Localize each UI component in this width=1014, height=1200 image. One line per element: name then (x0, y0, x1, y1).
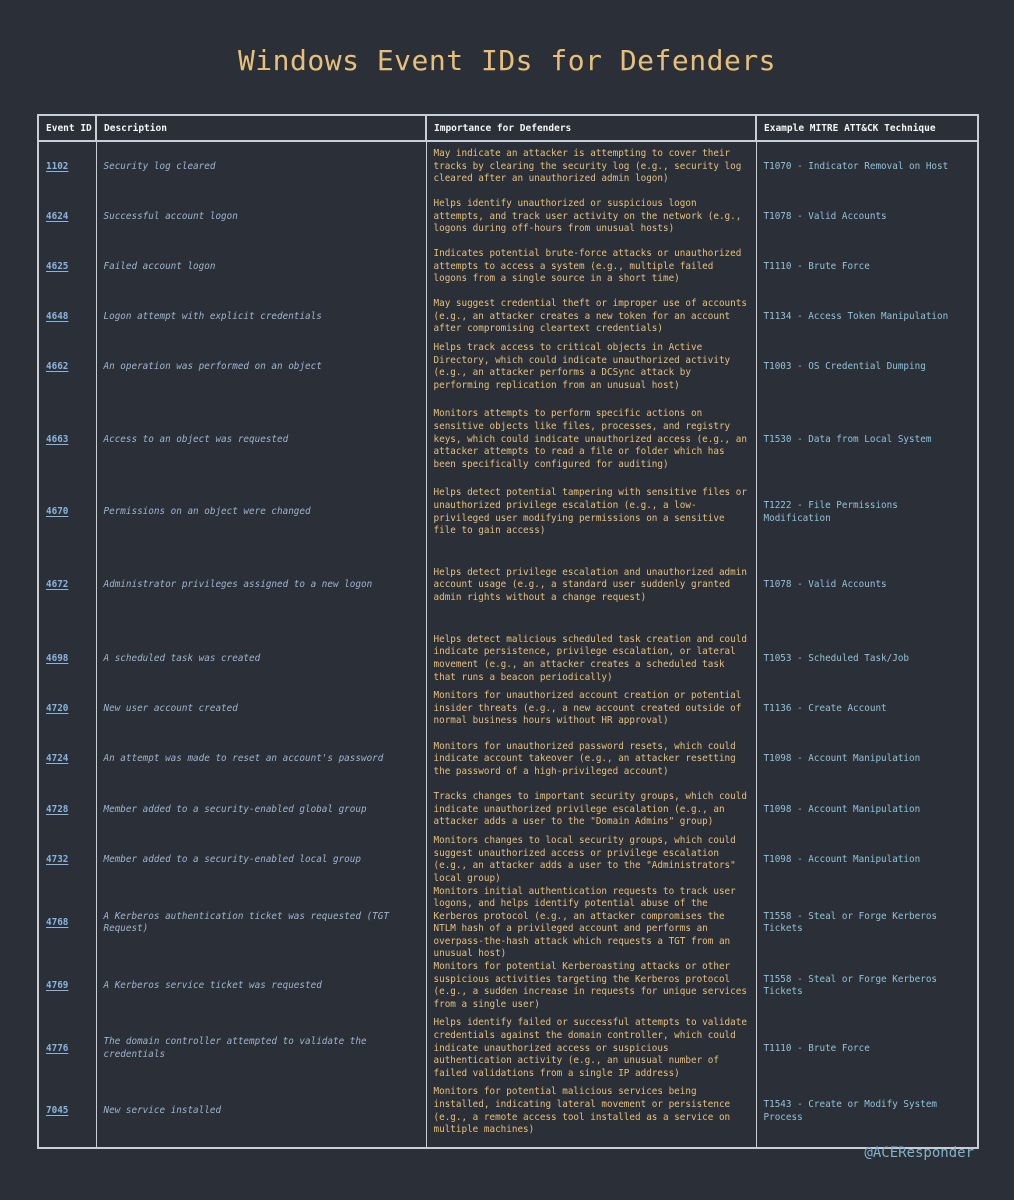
event-importance: May suggest credential theft or improper use of accounts (e.g., an attacker creates a new token for an account after compromising cleartext credentials) (426, 292, 756, 342)
event-importance: Monitors for unauthorized account creation or potential insider threats (e.g., a new account created outside of normal business hours without HR approval) (426, 684, 756, 734)
event-id-link[interactable]: 4698 (38, 634, 96, 684)
mitre-technique: T1078 - Valid Accounts (756, 192, 978, 242)
event-description: Permissions on an object were changed (96, 487, 426, 537)
event-id-link[interactable]: 4724 (38, 734, 96, 785)
table-header-row (38, 115, 978, 141)
mitre-technique: T1098 - Account Manipulation (756, 835, 978, 885)
mitre-technique: T1222 - File Permissions Modification (756, 487, 978, 537)
event-description: Security log cleared (96, 141, 426, 192)
table-row (38, 734, 978, 785)
mitre-technique: T1134 - Access Token Manipulation (756, 292, 978, 342)
event-id-link[interactable]: 4624 (38, 192, 96, 242)
event-importance: Helps identify unauthorized or suspicious logon attempts, and track user activity on the network (e.g., logons during off-hours from unusual hosts) (426, 192, 756, 242)
event-id-table (37, 114, 979, 1149)
event-id-link[interactable]: 4625 (38, 242, 96, 292)
mitre-technique: T1070 - Indicator Removal on Host (756, 141, 978, 192)
event-description: Logon attempt with explicit credentials (96, 292, 426, 342)
table-body (38, 141, 978, 1148)
table-row (38, 292, 978, 342)
header-event-id: Event ID (38, 115, 96, 141)
table-row (38, 392, 978, 487)
event-importance: Monitors for potential malicious services being installed, indicating lateral movement or persistence (e.g., a remote access tool installed as a service on multiple machines) (426, 1086, 756, 1147)
event-description: Failed account logon (96, 242, 426, 292)
event-id-link[interactable]: 4663 (38, 392, 96, 487)
table-row (38, 634, 978, 684)
event-description: A scheduled task was created (96, 634, 426, 684)
mitre-technique: T1003 - OS Credential Dumping (756, 342, 978, 392)
table-row (38, 342, 978, 392)
event-importance: Helps identify failed or successful attempts to validate credentials against the domain controller, which could indicate unauthorized access or suspicious authentication activity (e.g., an unusual number of failed validations from a single IP address) (426, 1011, 756, 1086)
header-technique: Example MITRE ATT&CK Technique (756, 115, 978, 141)
event-importance: Helps detect malicious scheduled task creation and could indicate persistence, privilege escalation, or lateral movement (e.g., an attacker creates a scheduled task that runs a beacon periodically) (426, 634, 756, 684)
event-importance: Helps detect privilege escalation and unauthorized admin account usage (e.g., a standard user suddenly granted admin rights without a change request) (426, 538, 756, 634)
event-importance: Monitors initial authentication requests to track user logons, and helps identify potential abuse of the Kerberos protocol (e.g., an attacker compromises the NTLM hash of a privileged account and performs an overpass-the-hash attack which requests a TGT from an unusual host) (426, 886, 756, 962)
event-id-link[interactable]: 4732 (38, 835, 96, 885)
event-description: The domain controller attempted to validate the credentials (96, 1011, 426, 1086)
event-importance: Helps track access to critical objects in Active Directory, which could indicate unauthorized activity (e.g., an attacker performs a DCSync attack by performing replication from an unusual host) (426, 342, 756, 392)
event-description: An attempt was made to reset an account's password (96, 734, 426, 785)
mitre-technique: T1530 - Data from Local System (756, 392, 978, 487)
table-row (38, 141, 978, 192)
event-id-link[interactable]: 4720 (38, 684, 96, 734)
event-id-link[interactable]: 4662 (38, 342, 96, 392)
event-id-link[interactable]: 4728 (38, 785, 96, 835)
event-importance: Tracks changes to important security groups, which could indicate unauthorized privilege escalation (e.g., an attacker adds a user to the "Domain Admins" group) (426, 785, 756, 835)
event-importance: Monitors for potential Kerberoasting attacks or other suspicious activities targeting the Kerberos protocol (e.g., a sudden increase in requests for unique services from a single user) (426, 961, 756, 1011)
table-row (38, 487, 978, 537)
table-row (38, 1011, 978, 1086)
event-description: New user account created (96, 684, 426, 734)
event-id-link[interactable]: 4776 (38, 1011, 96, 1086)
event-id-link[interactable]: 7045 (38, 1086, 96, 1147)
mitre-technique: T1136 - Create Account (756, 684, 978, 734)
event-description: An operation was performed on an object (96, 342, 426, 392)
event-id-table-container (37, 114, 977, 1149)
mitre-technique: T1110 - Brute Force (756, 242, 978, 292)
table-row (38, 1086, 978, 1147)
header-description: Description (96, 115, 426, 141)
event-id-link[interactable]: 4648 (38, 292, 96, 342)
event-description: Member added to a security-enabled local group (96, 835, 426, 885)
mitre-technique: T1098 - Account Manipulation (756, 734, 978, 785)
mitre-technique: T1078 - Valid Accounts (756, 538, 978, 634)
mitre-technique: T1053 - Scheduled Task/Job (756, 634, 978, 684)
table-row (38, 961, 978, 1011)
event-id-link[interactable]: 4672 (38, 538, 96, 634)
event-id-link[interactable]: 1102 (38, 141, 96, 192)
event-importance: Monitors for unauthorized password resets, which could indicate account takeover (e.g., an attacker resetting the password of a high-privileged account) (426, 734, 756, 785)
event-id-link[interactable]: 4769 (38, 961, 96, 1011)
table-row (38, 835, 978, 885)
mitre-technique: T1558 - Steal or Forge Kerberos Tickets (756, 886, 978, 962)
table-row (38, 785, 978, 835)
event-id-link[interactable]: 4768 (38, 886, 96, 962)
table-row (38, 684, 978, 734)
event-description: A Kerberos service ticket was requested (96, 961, 426, 1011)
mitre-technique: T1558 - Steal or Forge Kerberos Tickets (756, 961, 978, 1011)
table-row (38, 538, 978, 634)
event-description: A Kerberos authentication ticket was requested (TGT Request) (96, 886, 426, 962)
mitre-technique: T1543 - Create or Modify System Process (756, 1086, 978, 1147)
event-description: Access to an object was requested (96, 392, 426, 487)
event-description: Member added to a security-enabled global group (96, 785, 426, 835)
table-row (38, 886, 978, 962)
author-handle: @ACEResponder (864, 1145, 974, 1161)
event-description: Successful account logon (96, 192, 426, 242)
mitre-technique: T1110 - Brute Force (756, 1011, 978, 1086)
event-importance: May indicate an attacker is attempting to cover their tracks by clearing the security log (e.g., security log cleared after an unauthorized admin logon) (426, 141, 756, 192)
event-importance: Indicates potential brute-force attacks or unauthorized attempts to access a system (e.g., multiple failed logons from a single source in a short time) (426, 242, 756, 292)
table-row (38, 242, 978, 292)
table-row (38, 192, 978, 242)
event-importance: Monitors changes to local security groups, which could suggest unauthorized access or privilege escalation (e.g., an attacker adds a user to the "Administrators" local group) (426, 835, 756, 885)
mitre-technique: T1098 - Account Manipulation (756, 785, 978, 835)
event-description: New service installed (96, 1086, 426, 1147)
event-description: Administrator privileges assigned to a new logon (96, 538, 426, 634)
event-id-link[interactable]: 4670 (38, 487, 96, 537)
header-importance: Importance for Defenders (426, 115, 756, 141)
event-importance: Helps detect potential tampering with sensitive files or unauthorized privilege escalation (e.g., a low-privileged user modifying permissions on a sensitive file to gain access) (426, 487, 756, 537)
page-title: Windows Event IDs for Defenders (237, 44, 777, 77)
event-importance: Monitors attempts to perform specific actions on sensitive objects like files, processes, and registry keys, which could indicate unauthorized access (e.g., an attacker attempts to read a file or folder which has been specifically configured for auditing) (426, 392, 756, 487)
